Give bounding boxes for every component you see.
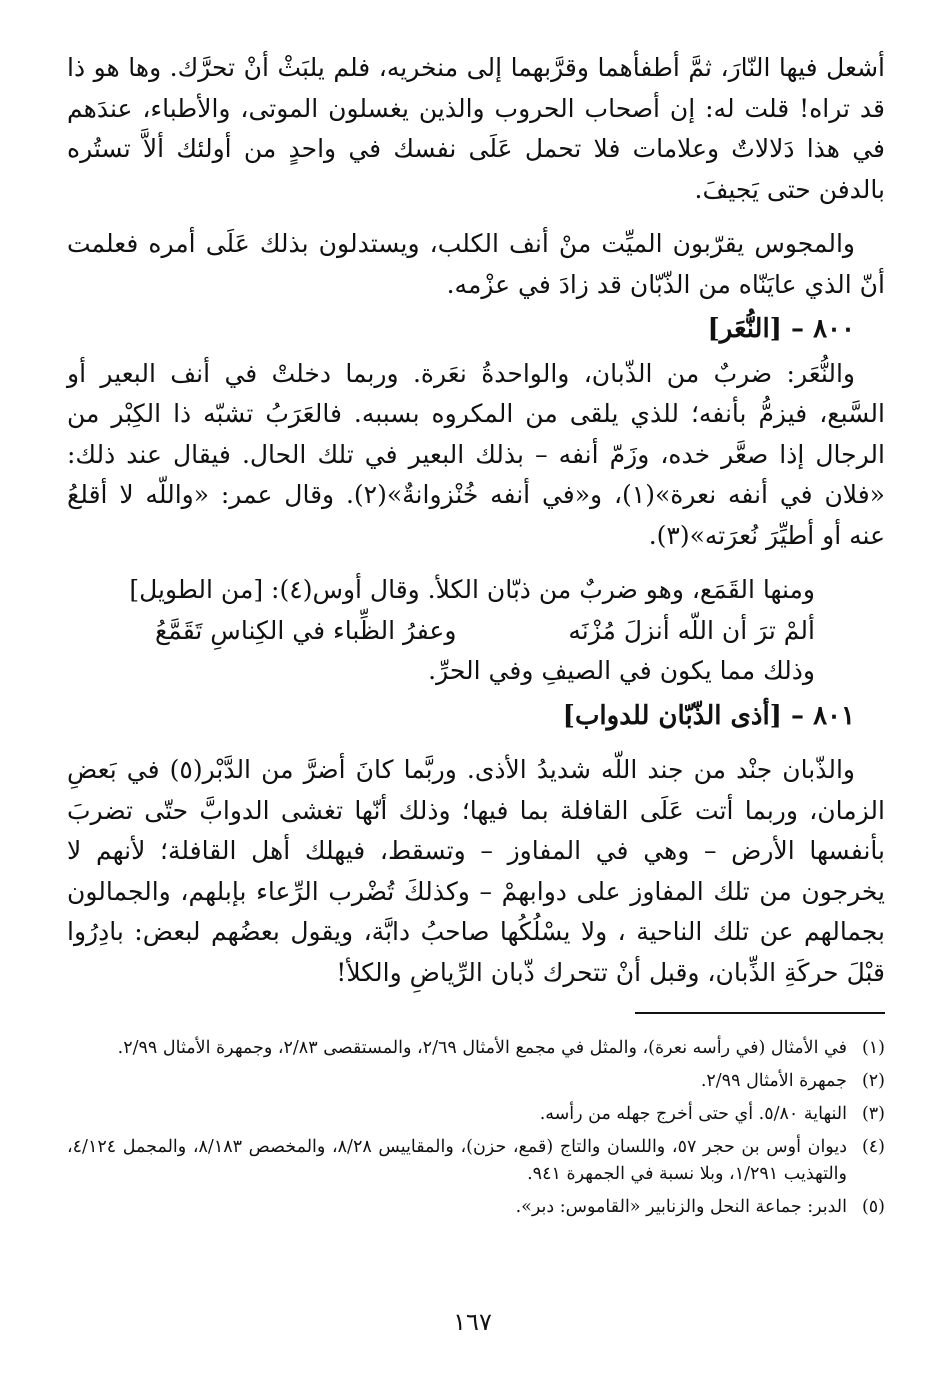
paragraph-3: والنُّعَر: ضربٌ من الذّبان، والواحدةُ نعَرة. وربما دخلتْ في أنف البعير أو السَّبع، فيزمُّ بأنفه؛ للذي يلقى من المكروه بسببه. فالعَرَبُ تشبّه ذا الكِبْر من الرجال إذا صعَّر خده، وزَمّ أنفه – بذلك البعير في تلك الحال. فيقال عند ذلك: «فلان في أنفه نعرة»(١)، و«في أنفه خُنْزوانةٌ»(٢). وقال عمر: «واللّه لا أقلعُ عنه أو أطيِّرَ نُعرَته»(٣). (67, 358, 885, 550)
footnote (67, 1068, 885, 1095)
footnotes (67, 1035, 885, 1227)
footnote-separator (635, 1012, 885, 1014)
footnote-number: (١) (861, 1038, 885, 1058)
footnote-number: (٢) (861, 1071, 885, 1091)
footnote (67, 1194, 885, 1221)
section-heading-800: ٨٠٠ – [النُّعَر] (707, 314, 855, 344)
footnote-text: جمهرة الأمثال ٢/٩٩. (700, 1071, 847, 1091)
paragraph-5: وذلك مما يكون في الصيفِ وفي الحرِّ. (428, 656, 815, 685)
footnote-number: (٣) (861, 1104, 885, 1124)
footnote-text: ديوان أوس بن حجر ٥٧، واللسان والتاج (قمع، حزن)، والمقاييس ٨/٢٨، والمخصص ٨/١٨٣، والمجمل ٤/١٢٤، والتهذيب ١/٢٩١، وبلا نسبة في الجمهرة ٩٤١. (67, 1137, 848, 1184)
verse-second-hemistich: وعفرُ الظِّباء في الكِناسِ تَقَمَّعُ (155, 615, 457, 645)
footnote-text: النهاية ٥/٨٠. أي حتى أخرج جهله من رأسه. (539, 1104, 847, 1124)
footnote (67, 1134, 885, 1188)
footnote-number: (٥) (861, 1197, 885, 1217)
paragraph-1: أشعل فيها النّارَ، ثمَّ أطفأهما وقرَّبهما إلى منخريه، فلم يلبَثْ أنْ تحرَّك. وها هو ذا قد تراه! قلت له: إن أصحاب الحروب والذين يغسلون الموتى، والأطباء، عندَهم في هذا دَلالاتٌ وعلامات فلا تحمل عَلَى نفسك في واحدٍ من أولئك ألاَّ تستُره بالدفن حتى يَجيفَ. (67, 53, 885, 204)
paragraph-2: والمجوس يقرّبون الميِّت منْ أنف الكلب، ويستدلون بذلك عَلَى أمره فعلمت أنّ الذي عايَنّاه من الذّبّان قد زادَ في عزْمه. (67, 229, 885, 299)
poem-verse (155, 611, 885, 652)
footnote (67, 1035, 885, 1062)
footnote-text: في الأمثال (في رأسه نعرة)، والمثل في مجمع الأمثال ٢/٦٩، والمستقصى ٢/٨٣، وجمهرة الأمثال ٢/٩٩. (117, 1038, 847, 1058)
page-number: ١٦٧ (453, 1308, 492, 1336)
paragraph-6: والذّبان جنْد من جند اللّه شديدُ الأذى. وربَّما كانَ أضرَّ من الدَّبْر(٥) في بَعضِ الزمان، وربما أتت عَلَى القافلة بما فيها؛ وذلك أنّها تغشى الدوابَّ حتّى تضربَ بأنفسها الأرض – وهي في المفاوز – وتسقط، فيهلك أهل القافلة؛ لأنهم لا يخرجون من تلك المفاوز على دوابهمْ – وكذلكَ تُضْرب الرِّعاء بإبلهم، والجمالون بجمالهم عن تلك الناحية ، ولا يسْلُكُها صاحبُ دابَّة، ويقول بعضُهم لبعض: بادِرُوا قبْلَ حركَةِ الذِّبان، وقبل أنْ تتحرك ذّبان الرِّياضِ والكلأ! (67, 755, 885, 987)
footnote-number: (٤) (861, 1137, 885, 1157)
section-heading-801: ٨٠١ – [أذى الذّبّان للدواب] (562, 700, 855, 731)
paragraph-4: ومنها القَمَع، وهو ضربٌ من ذبّان الكلأ. وقال أوس(٤): [من الطويل] (129, 575, 815, 604)
footnote (67, 1101, 885, 1128)
footnote-text: الدبر: جماعة النحل والزنابير «القاموس: دبر». (515, 1197, 847, 1217)
verse-first-hemistich: ألمْ ترَ أن اللّه أنزلَ مُزْنَه (568, 615, 815, 645)
main-text (67, 48, 885, 993)
